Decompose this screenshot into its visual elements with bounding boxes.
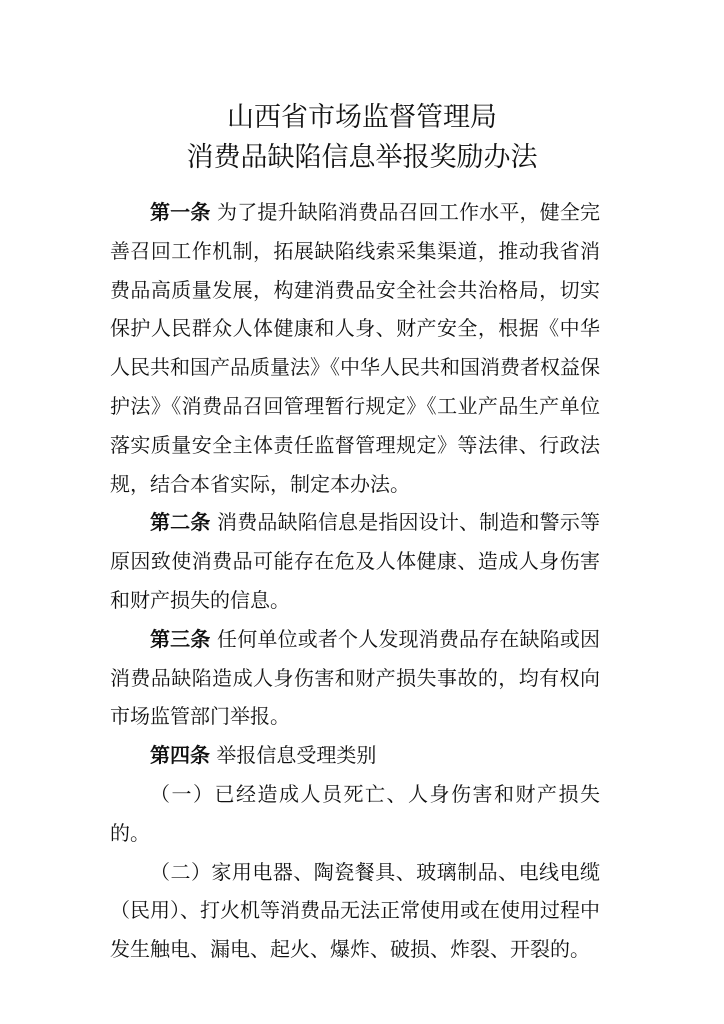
article-2 xyxy=(110,503,600,619)
category-item-2: （二）家用电器、陶瓷餐具、玻璃制品、电线电缆（民用）、打火机等消费品无法正常使用或在使用过程中发生触电、漏电、起火、爆炸、破损、炸裂、开裂的。 xyxy=(110,859,600,962)
article-4-label: 第四条 xyxy=(150,743,210,768)
article-4 xyxy=(110,736,600,775)
article-3-label: 第三条 xyxy=(150,626,211,651)
article-2-label: 第二条 xyxy=(150,510,211,535)
article-4-text: 举报信息受理类别 xyxy=(216,743,377,768)
article-2-text: 消费品缺陷信息是指因设计、制造和警示等原因致使消费品可能存在危及人体健康、造成人身伤害和财产损失的信息。 xyxy=(110,510,601,612)
article-3 xyxy=(110,620,600,736)
article-1-label: 第一条 xyxy=(150,200,211,224)
document-body xyxy=(110,193,600,969)
article-3-text: 任何单位或者个人发现消费品存在缺陷或因消费品缺陷造成人身伤害和财产损失事故的，均有权向市场监管部门举报。 xyxy=(110,626,601,729)
document-title-line1: 山西省市场监督管理局 xyxy=(227,102,497,133)
article-1-text: 为了提升缺陷消费品召回工作水平，健全完善召回工作机制，拓展缺陷线索采集渠道，推动我省消费品高质量发展，构建消费品安全社会共治格局，切实保护人民群众人体健康和人身、财产安全，根据《中华人民共和国产品质量法》《中华人民共和国消费者权益保护法》《消费品召回管理暂行规定》《工业产品生产单位落实质量安全主体责任监督管理规定》等法律、行政法规，结合本省实际，制定本办法。 xyxy=(110,200,601,496)
category-item-1: （一）已经造成人员死亡、人身伤害和财产损失的。 xyxy=(110,781,600,845)
article-1 xyxy=(110,193,600,503)
document-title-line2: 消费品缺陷信息举报奖励办法 xyxy=(186,142,538,173)
